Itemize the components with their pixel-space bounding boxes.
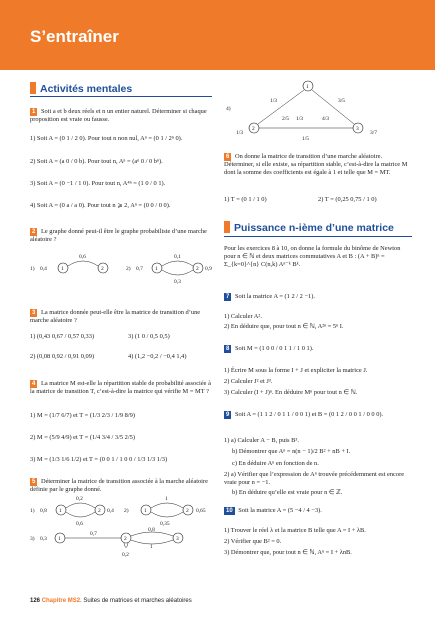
ex4-item-1: 1) M = (1/7 6/7) et T = (1/3 2/3 / 1/9 8/9) [30, 412, 135, 419]
ex5-g4-w12: 1/3 [270, 98, 278, 104]
exercise-number: 8 [226, 346, 230, 352]
ex5-g4-label: 4) [226, 106, 231, 112]
g2-bottom: 0,3 [174, 279, 181, 285]
section-underline [30, 96, 212, 97]
ex8-item-3: 3) Calculer (I + J)ⁿ. En déduire Mⁿ pour tout n ∈ ℕ. [224, 389, 358, 396]
ex5-g1-top: 0,2 [76, 496, 83, 502]
exercise-6 [224, 153, 412, 177]
exercise-number: 7 [226, 294, 230, 300]
page-title: S’entraîner [30, 27, 119, 46]
ex3-item-3: 3) (1 0 / 0,5 0,5) [128, 333, 170, 340]
ex5-g4-n2: 2 [252, 126, 255, 132]
exercise-3 [30, 309, 212, 325]
g2-n1: 1 [155, 266, 158, 272]
exercise-intro: Déterminer la matrice de transition associée à la marche aléatoire définie par le graphe donné. [30, 478, 208, 493]
ex5-g4-w23: 4/3 [322, 116, 330, 122]
ex5-graphs-row1 [28, 494, 218, 526]
ex5-g2-n2: 2 [186, 508, 189, 514]
ex9-item-1c: c) En déduire Aⁿ en fonction de n. [232, 460, 319, 467]
ex6-item-2: 2) T = (0,25 0,75 / 1 0) [318, 196, 377, 203]
exercise-number: 2 [32, 229, 36, 235]
ex5-graph-3 [28, 526, 218, 558]
ex10-item-3: 3) Démontrer que, pour tout n ∈ ℕ, Aⁿ = I + λnB. [224, 549, 352, 556]
ex1-item-4: 4) Soit A = (0 a / a 0). Pour tout n ⩾ 2, Aⁿ = (0 0 / 0 0). [30, 202, 171, 209]
ex5-g3-n1: 1 [58, 536, 61, 542]
ex5-g2-edge-bottom [151, 512, 183, 517]
ex5-g4-edge-13 [312, 90, 354, 124]
section-title-puissance [224, 221, 394, 234]
ex10-item-2: 2) Vérifier que B² = 0. [224, 538, 282, 545]
ex3-item-4: 4) (1,2 −0,2 / −0,4 1,4) [128, 353, 187, 360]
ex5-g2-top: 1 [165, 496, 168, 502]
g2-edge-bottom [162, 270, 193, 275]
ex5-g2-n1: 1 [144, 508, 147, 514]
exercise-number: 10 [226, 508, 233, 514]
ex5-graph-4 [224, 76, 414, 146]
g1-n2: 2 [101, 266, 104, 272]
ex5-g1-b: 0,4 [107, 508, 114, 514]
ex7-item-1: 1) Calculer A². [224, 313, 262, 320]
ex5-g4-w21: 2/5 [282, 116, 290, 122]
ex9-item-1b: b) Démontrer que Aⁿ = n(n − 1)/2 B² + nB + I. [232, 448, 351, 455]
ex7-item-2: 2) En déduire que, pour tout n ∈ ℕ, A²ⁿ = 5ⁿ I. [224, 323, 344, 330]
ex8-item-2: 2) Calculer J² et J³. [224, 378, 273, 385]
exercise-statement: Soit A = (1 1 2 / 0 1 1 / 0 0 1) et B = (0 1 2 / 0 0 1 / 0 0 0). [234, 411, 384, 418]
ex5-g4-w31: 1/3 [296, 116, 304, 122]
section-title-text: Puissance n-ième d’une matrice [234, 222, 394, 234]
section-marker [224, 221, 230, 233]
exercise-7 [224, 293, 412, 301]
g2-edge-top [162, 261, 193, 266]
g2-b: 0,9 [205, 266, 212, 272]
ex5-g3-loop [124, 543, 128, 548]
ex5-g3-e31: 1 [150, 544, 153, 550]
ex5-g3-e3: 0,2 [122, 552, 129, 558]
chapter-label: Chapitre MS2. [41, 598, 82, 604]
exercise-number: 3 [32, 310, 36, 316]
ex5-g1-a: 0,8 [40, 508, 47, 514]
g1-edge [68, 261, 98, 266]
ex5-g2-label: 2) [124, 508, 129, 514]
ex10-item-1: 1) Trouver le réel λ et la matrice B telle que A = I + λB. [224, 527, 366, 534]
section-title-activites [30, 82, 132, 95]
ex5-g3-n2: 2 [124, 536, 127, 542]
g2-a: 0,7 [136, 266, 143, 272]
ex5-g1-edge-top [66, 503, 95, 508]
exercise-number: 6 [226, 154, 230, 160]
g1-n1: 1 [61, 266, 64, 272]
ex5-g1-label: 1) [30, 508, 35, 514]
g1-a: 0,4 [40, 266, 47, 272]
g1-loop-b: 0,6 [79, 254, 86, 260]
ex5-g4-w3loop: 3/7 [370, 130, 378, 136]
section-marker [30, 82, 36, 94]
ex5-g4-w32: 1/5 [302, 136, 310, 142]
exercise-statement: Soit la matrice A = (1 2 / 2 −1). [234, 293, 315, 300]
ex5-g2-b: 0,65 [196, 508, 206, 514]
exercise-statement: Soit la matrice A = (5 −4 / 4 −3). [238, 507, 322, 514]
exercise-intro: Soit a et b deux réels et n un entier naturel. Déterminer si chaque proposition est vraie ou fausse. [30, 108, 207, 123]
exercise-number: 4 [32, 381, 36, 387]
ex5-g4-w13: 3/5 [338, 98, 346, 104]
exercise-2 [30, 228, 212, 244]
ex9-item-1a: 1) a) Calculer A − B, puis B³. [224, 437, 299, 444]
ex5-g3-e12: 0,7 [90, 531, 97, 537]
exercise-4 [30, 380, 212, 396]
ex5-g1-n2: 2 [98, 508, 101, 514]
exercise-intro: On donne la matrice de transition d’une marche aléatoire. Déterminer, si elle existe, sa répartition stable, c’est-à-dire la matrice M dont la somme des coefficients est égale à 1 et telle que M = MT. [224, 153, 408, 176]
ex1-item-3: 3) Soit A = (0 −1 / 1 0). Pour tout n, A⁴ⁿ = (1 0 / 0 1). [30, 180, 166, 187]
ex5-g4-n3: 3 [356, 126, 359, 132]
page-number: 126 [30, 598, 41, 604]
section-title-text: Activités mentales [40, 83, 133, 95]
ex3-item-2: 2) (0,08 0,92 / 0,91 0,09) [30, 353, 95, 360]
ex1-item-2: 2) Soit A = (a 0 / 0 b). Pour tout n, Aⁿ = (aⁿ 0 / 0 bⁿ). [30, 158, 163, 165]
section-underline [224, 236, 412, 237]
ex5-g3-a: 0,3 [40, 536, 47, 542]
exercise-10 [224, 507, 412, 515]
ex5-g3-label: 3) [30, 536, 35, 542]
ex8-item-1: 1) Écrire M sous la forme I + J et expliciter la matrice J. [224, 367, 368, 374]
ex9-item-2a: 2) a) Vérifier que l’expression de Aⁿ trouvée précédemment est encore vraie pour n = −1. [224, 471, 405, 486]
ex4-item-2: 2) M = (5/9 4/9) et T = (1/4 3/4 / 3/5 2/5) [30, 434, 135, 441]
exercise-statement: Soit M = (1 0 0 / 0 1 1 / 1 0 1). [234, 345, 314, 352]
g2-label: 2) [126, 266, 131, 272]
ex5-g2-bottom: 0,35 [160, 521, 170, 526]
ex5-g1-edge-bottom [66, 512, 95, 517]
chapter-title: Suites de matrices et marches aléatoires [83, 598, 192, 604]
ex5-g4-n1: 1 [306, 84, 309, 90]
exercise-intro: La matrice donnée peut-elle être la matrice de transition d’une marche aléatoire ? [30, 309, 201, 324]
exercise-1 [30, 108, 212, 124]
ex1-item-1: 1) Soit A = (0 1 / 2 0). Pour tout n non nul, Aⁿ = (0 1 / 2ⁿ 0). [30, 135, 183, 142]
newton-intro: Pour les exercices 8 à 10, on donne la formule du binôme de Newton pour n ∈ ℕ et deux matrices commutatives A et B : (A + B)ⁿ = Σ_{k=0}^{n} C(n,k) Aⁿ⁻ᵏ Bᵏ. [224, 245, 401, 268]
ex5-g3-n3: 3 [176, 536, 179, 542]
ex4-item-3: 3) M = (1/3 1/6 1/2) et T = (0 0 1 / 1 0 0 / 1/3 1/3 1/3) [30, 456, 168, 463]
ex9-item-2b: b) En déduire qu’elle est vraie pour n ∈ ℤ. [232, 489, 343, 496]
exercise-intro: La matrice M est-elle la répartition stable de probabilité associée à la matrice de transition T, c’est-à-dire la matrice qui vérifie M = MT ? [30, 380, 211, 395]
exercise-intro: Le graphe donné peut-il être le graphe probabiliste d’une marche aléatoire ? [30, 228, 207, 243]
g2-top: 0,1 [174, 254, 181, 260]
header-banner [0, 0, 435, 70]
ex5-g2-edge-top [151, 503, 183, 508]
ex2-graphs [28, 252, 218, 286]
ex5-g4-w2loop: 1/3 [236, 130, 244, 136]
ex3-item-1: 1) (0,43 0,67 / 0,57 0,33) [30, 333, 95, 340]
exercise-8 [224, 345, 412, 353]
page-footer [30, 598, 192, 604]
ex5-g1-n1: 1 [59, 508, 62, 514]
exercise-number: 9 [226, 412, 230, 418]
exercise-number: 1 [32, 109, 36, 115]
exercise-5 [30, 478, 212, 494]
ex6-item-1: 1) T = (0 1 / 1 0) [224, 196, 267, 203]
g1-label: 1) [30, 266, 35, 272]
ex5-g3-e23: 0,8 [148, 527, 155, 533]
exercise-9 [224, 411, 412, 419]
exercise-number: 5 [32, 479, 36, 485]
g2-n2: 2 [196, 266, 199, 272]
ex5-g1-bottom: 0,6 [76, 521, 83, 526]
